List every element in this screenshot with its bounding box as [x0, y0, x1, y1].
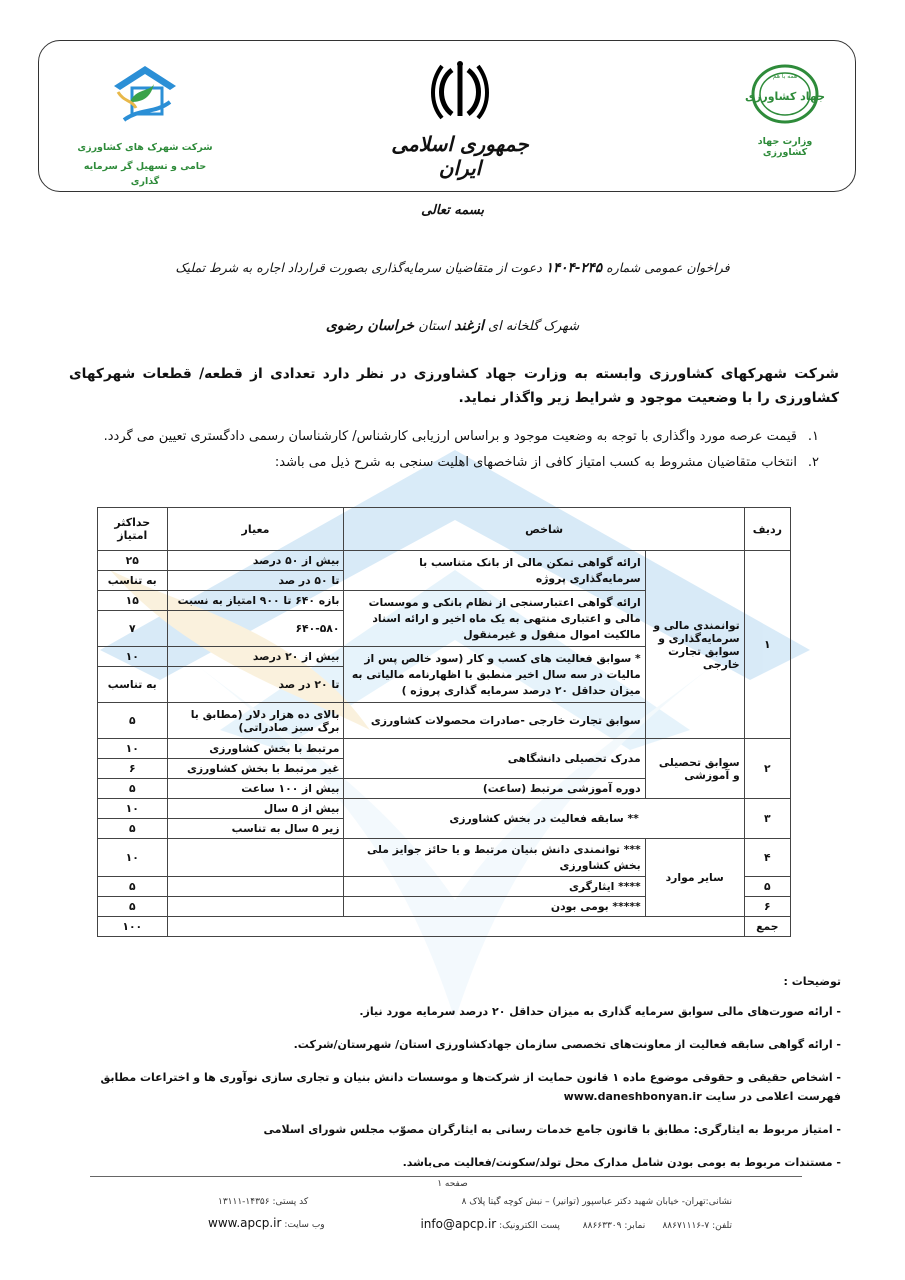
ministry-logo-icon [744, 62, 826, 126]
row-number: ۲ [744, 739, 790, 799]
footer-fax: نمابر: ۸۸۶۶۳۳۰۹ [582, 1221, 646, 1231]
condition-number: ۲. [807, 455, 819, 470]
indicator-cell: مدرک تحصیلی دانشگاهی [344, 739, 645, 779]
condition-item [79, 451, 819, 475]
call-prefix: فراخوان عمومی شماره [606, 260, 730, 275]
category-cell: سایر موارد [645, 839, 744, 917]
table-row [98, 551, 791, 571]
total-value: ۱۰۰ [98, 917, 168, 937]
category-cell: سوابق تحصیلی و آموزشی [645, 739, 744, 799]
footer-phone: تلفن: ۷-۸۸۶۷۱۱۱۶ [662, 1221, 732, 1231]
ministry-logo-text: جهاد کشاورزی [744, 90, 826, 103]
location-mid: استان [418, 319, 451, 334]
table-header-row [98, 508, 791, 551]
max-score-cell: ۱۰ [98, 839, 168, 877]
max-score-cell: ۱۰ [98, 739, 168, 759]
notes-section [61, 975, 841, 1186]
max-score-cell: ۵ [98, 877, 168, 897]
criterion-cell: بازه ۶۴۰ تا ۹۰۰ امتیاز به نسبت [167, 591, 344, 611]
criterion-cell: بیش از ۵ سال [167, 799, 344, 819]
row-number: ۵ [744, 877, 790, 897]
header-max: حداکثر امتیاز [98, 508, 168, 551]
intro-paragraph: شرکت شهرکهای کشاورزی وابسته به وزارت جهاد کشاورزی در نظر دارد تعدادی از قطعه/ قطعات شهرکهای کشاورزی را با وضعیت موجود و شرایط زیر واگذار نماید. [69, 366, 839, 406]
note-line: - اشخاص حقیقی و حقوقی موضوع ماده ۱ قانون حمایت از شرکت‌ها و موسسات دانش بنیان و تجاری سازی نوآوری ها و اختراعات مطابق فهرست اعلامی در سایت www.daneshbonyan.ir [100, 1071, 841, 1103]
location-province: خراسان رضوی [325, 318, 415, 334]
row-number: ۴ [744, 839, 790, 877]
location-prefix: شهرک گلخانه ای [487, 319, 580, 334]
indicator-cell: * سوابق فعالیت های کسب و کار (سود خالص پس از مالیات در سه سال اخیر منطبق با اظهارنامه مالیاتی به میزان حداقل ۲۰ درصد سرمایه گذاری پروژه ) [344, 647, 645, 703]
row-number: ۳ [744, 799, 790, 839]
max-score-cell: ۱۵ [98, 591, 168, 611]
criterion-cell: غیر مرتبط با بخش کشاورزی [167, 759, 344, 779]
category-cell: توانمندی مالی و سرمایه‌گذاری و سوابق تجارت خارجی [645, 551, 744, 739]
max-score-cell: ۱۰ [98, 647, 168, 667]
location-city: ازغند [454, 318, 484, 334]
max-score-cell: ۱۰ [98, 799, 168, 819]
indicator-cell: دوره آموزشی مرتبط (ساعت) [344, 779, 645, 799]
iran-emblem-icon [430, 60, 490, 122]
criterion-cell: بیش از ۱۰۰ ساعت [167, 779, 344, 799]
max-score-cell: به تناسب [98, 571, 168, 591]
agri-towns-logo [75, 62, 215, 189]
table-total-row [98, 917, 791, 937]
iran-emblem [380, 60, 540, 180]
header-criterion: معیار [167, 508, 344, 551]
call-suffix: دعوت از متقاضیان سرمایه‌گذاری بصورت قرارداد اجاره به شرط تملیک [175, 260, 542, 275]
call-title [0, 260, 905, 276]
notes-heading: توضیحات : [783, 975, 841, 988]
location-line [0, 318, 905, 334]
max-score-cell: ۵ [98, 779, 168, 799]
footer-email-label: پست الکترونیک: [499, 1221, 560, 1231]
indicator-cell: ***** بومی بودن [344, 897, 645, 917]
max-score-cell: ۶ [98, 759, 168, 779]
max-score-cell: به تناسب [98, 667, 168, 703]
ministry-logo [735, 62, 835, 158]
criteria-table [97, 507, 791, 937]
call-number: ۲۴۵-۱۴۰۴ [545, 260, 603, 276]
indicator-cell: ارائه گواهی تمکن مالی از بانک متناسب با سرمایه‌گذاری پروژه [344, 551, 645, 591]
row-number: ۱ [744, 551, 790, 739]
indicator-cell: سوابق تجارت خارجی -صادرات محصولات کشاورزی [344, 703, 645, 739]
table-row [98, 839, 791, 877]
row-number: ۶ [744, 897, 790, 917]
max-score-cell: ۵ [98, 703, 168, 739]
footer-web-link[interactable]: www.apcp.ir [208, 1216, 282, 1230]
criterion-cell: تا ۲۰ در صد [167, 667, 344, 703]
footer-web-block [208, 1216, 325, 1230]
footer-postal: کد پستی: ۱۴۳۵۶-۱۳۱۱۱ [218, 1197, 309, 1207]
criterion-cell: ۶۴۰-۵۸۰ [167, 611, 344, 647]
criterion-cell: تا ۵۰ در صد [167, 571, 344, 591]
criterion-cell: مرتبط با بخش کشاورزی [167, 739, 344, 759]
footer-web-label: وب سایت: [284, 1220, 325, 1230]
max-score-cell: ۲۵ [98, 551, 168, 571]
criterion-cell: بیش از ۲۰ درصد [167, 647, 344, 667]
ministry-logo-top: همه با هم [772, 73, 798, 80]
criterion-cell: بیش از ۵۰ درصد [167, 551, 344, 571]
condition-item [79, 425, 819, 449]
agri-towns-logo-icon [110, 62, 180, 132]
total-empty [167, 917, 744, 937]
criterion-cell: بالای ده هزار دلار (مطابق با برگ سبز صادراتی) [167, 703, 344, 739]
footer-divider [90, 1176, 802, 1177]
indicator-cell: **** ایثارگری [344, 877, 645, 897]
footer-address: نشانی:تهران- خیابان شهید دکتر عباسپور (توانیر) – نبش کوچه گیتا پلاک ۸ [461, 1197, 732, 1207]
max-score-cell: ۷ [98, 611, 168, 647]
table-row [98, 799, 791, 819]
total-label: جمع [744, 917, 790, 937]
indicator-cell: ارائه گواهی اعتبارسنجی از نظام بانکی و موسسات مالی و اعتباری منتهی به یک ماه اخیر و ارائه اسناد مالکیت اموال منقول و غیرمنقول [344, 591, 645, 647]
agri-towns-caption-1: شرکت شهرک های کشاورزی [77, 142, 213, 153]
footer-email[interactable]: info@apcp.ir [420, 1217, 497, 1231]
note-line: - مستندات مربوط به بومی بودن شامل مدارک محل تولد/سکونت/فعالیت می‌باشد. [402, 1156, 841, 1169]
bismillah: بسمه تعالی [421, 203, 484, 218]
note-line: - ارائه گواهی سابقه فعالیت از معاونت‌های تخصصی سازمان جهادکشاورزی استان/ شهرستان/شرکت. [293, 1038, 841, 1051]
indicator-cell: *** توانمندی دانش بنیان مرتبط و یا حائز جوایز ملی بخش کشاورزی [344, 839, 645, 877]
ministry-caption: وزارت جهاد کشاورزی [757, 136, 813, 158]
criterion-cell [167, 897, 344, 917]
max-score-cell: ۵ [98, 819, 168, 839]
agri-towns-caption-2: حامی و تسهیل گر سرمایه گذاری [83, 161, 207, 187]
conditions-list [79, 425, 819, 475]
condition-text: قیمت عرصه مورد واگذاری با توجه به وضعیت موجود و براساس ارزیابی کارشناس/ کارشناسان رسمی دادگستری تعیین می گردد. [103, 429, 797, 444]
condition-number: ۱. [807, 429, 819, 444]
criterion-cell: زیر ۵ سال به تناسب [167, 819, 344, 839]
note-line: - امتیاز مربوط به ایثارگری: مطابق با قانون جامع خدمات رسانی به ایثارگران مصوّب مجلس شورای اسلامی [263, 1123, 841, 1136]
republic-caption: جمهوری اسلامی ایران [391, 132, 529, 180]
criterion-cell [167, 877, 344, 897]
header-indicator: شاخص [344, 508, 744, 551]
note-line: - ارائه صورت‌های مالی سوابق سرمایه گذاری به میزان حداقل ۲۰ درصد سرمایه مورد نیاز. [359, 1005, 841, 1018]
header-row-num: ردیف [744, 508, 790, 551]
condition-text: انتخاب متقاضیان مشروط به کسب امتیاز کافی از شاخصهای اهلیت سنجی به شرح ذیل می باشد: [274, 455, 797, 470]
footer-contacts [420, 1217, 732, 1231]
page-number: صفحه ۱ [437, 1179, 468, 1189]
criterion-cell [167, 839, 344, 877]
max-score-cell: ۵ [98, 897, 168, 917]
table-row [98, 739, 791, 759]
indicator-cell: ** سابقه فعالیت در بخش کشاورزی [344, 799, 744, 839]
